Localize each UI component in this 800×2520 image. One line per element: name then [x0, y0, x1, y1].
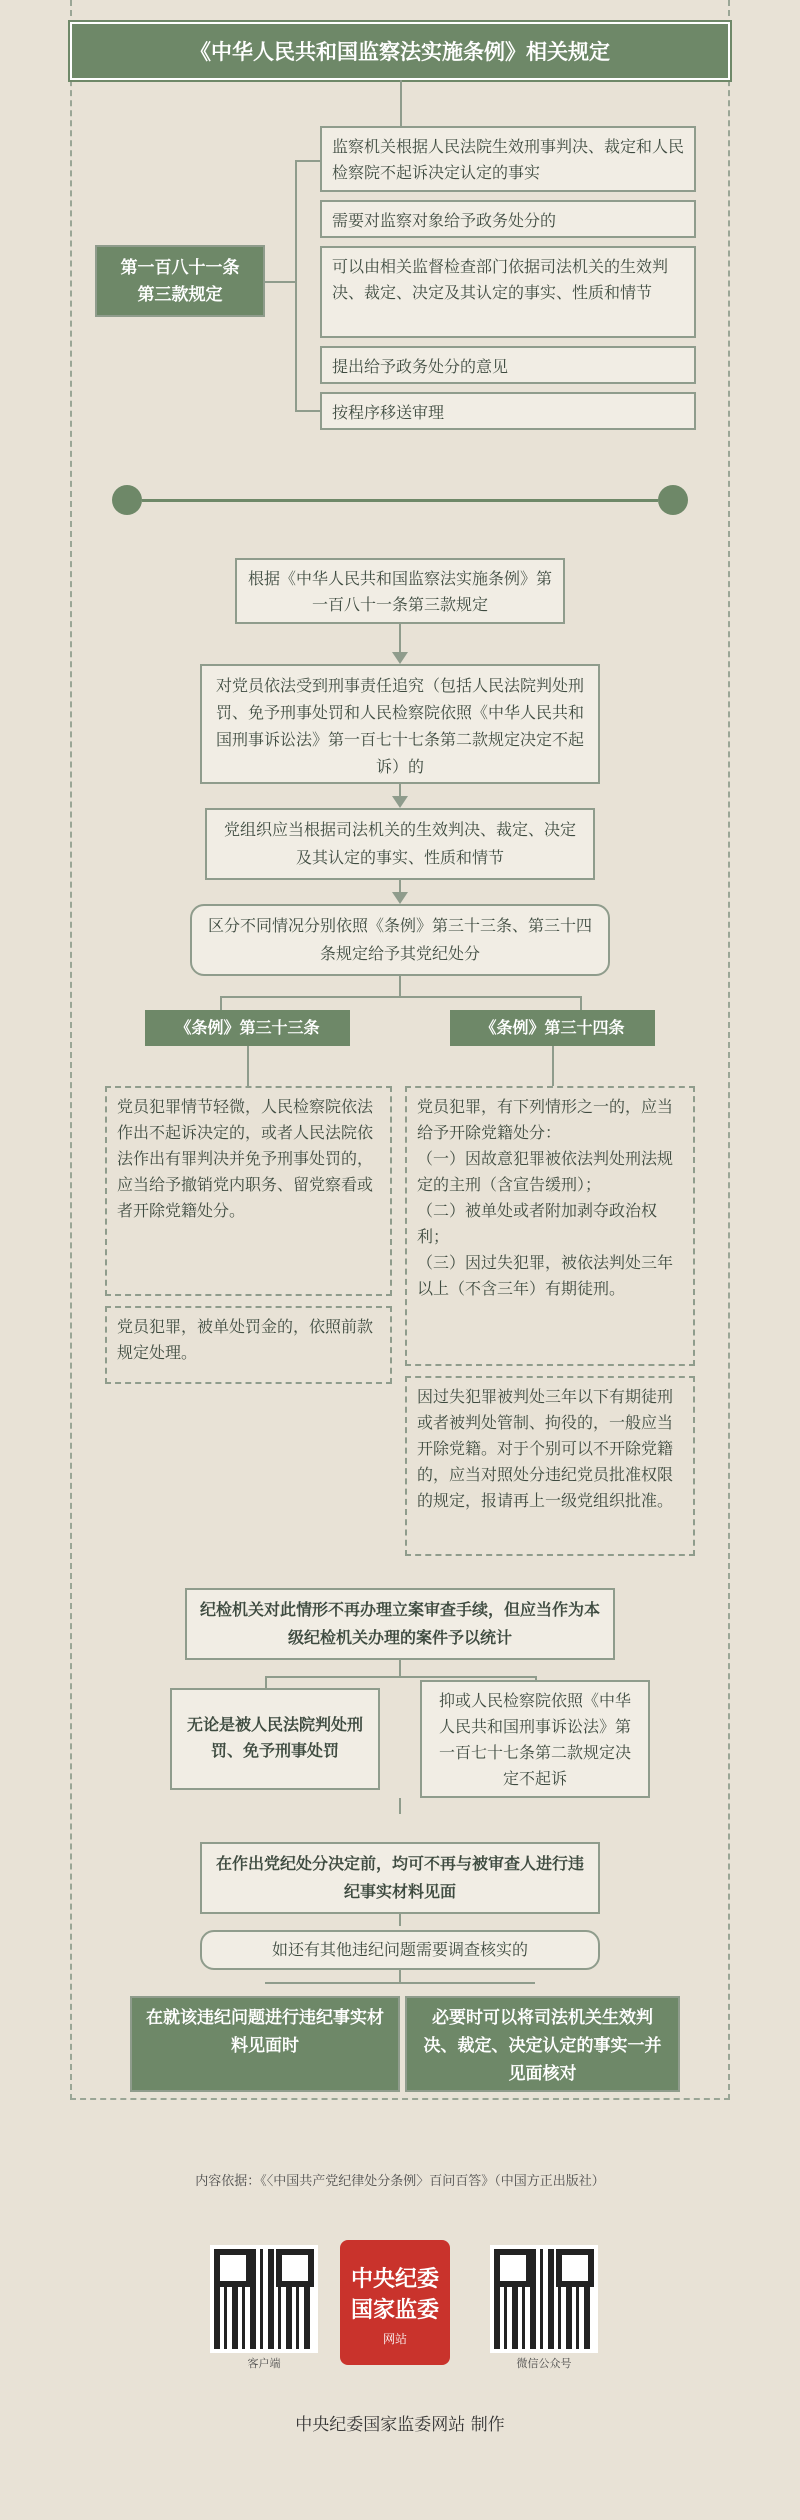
- ccdi-logo: [340, 2240, 450, 2365]
- logo-line-2: 国家监委: [350, 2297, 439, 2323]
- connector: [399, 1660, 401, 1676]
- article-34-intro: 党员犯罪，有下列情形之一的，应当给予开除党籍处分：: [417, 1097, 674, 1142]
- bottom-meeting-left: 在就该违纪问题进行违纪事实材料见面时: [130, 1996, 400, 2092]
- qr-caption-wechat: 微信公众号: [516, 2357, 572, 2370]
- connector: [265, 1676, 267, 1688]
- article-34-item-3: （三）因过失犯罪，被依法判处三年以上（不含三年）有期徒刑。: [417, 1253, 674, 1298]
- article-34-para-2: 因过失犯罪被判处三年以下有期徒刑或者被判处管制、拘役的，一般应当开除党籍。对于个别可以不开除党籍的，应当对照处分违纪党员批准权限的规定，报请再上一级党组织批准。: [405, 1376, 695, 1556]
- qr-code-wechat[interactable]: [490, 2245, 598, 2353]
- divider-dot-left: [112, 485, 142, 515]
- article-34-item-1: （一）因故意犯罪被依法判处刑法规定的主刑（含宣告缓刑）；: [417, 1149, 674, 1194]
- page-title: 《中华人民共和国监察法实施条例》相关规定: [70, 22, 730, 80]
- logo-line-3: 网站: [382, 2332, 407, 2346]
- flow-step-condition: 对党员依法受到刑事责任追究（包括人民法院判处刑罚、免予刑事处罚和人民检察院依照《中华人民共和国刑事诉讼法》第一百七十七条第二款规定决定不起诉）的: [200, 664, 600, 784]
- connector: [399, 1970, 401, 1982]
- connector: [552, 1046, 554, 1086]
- arrow: [392, 796, 408, 808]
- bracket: [295, 160, 320, 162]
- qr-caption-client: 客户端: [247, 2357, 281, 2370]
- flow-step-party-org: 党组织应当根据司法机关的生效判决、裁定、决定及其认定的事实、性质和情节: [205, 808, 595, 880]
- connector: [399, 1914, 401, 1926]
- rule-item-3: 可以由相关监督检查部门依据司法机关的生效判决、裁定、决定及其认定的事实、性质和情节: [320, 246, 696, 338]
- connector: [399, 624, 401, 654]
- rule-item-2: 需要对监察对象给予政务处分的: [320, 200, 696, 238]
- bottom-other-issues: 如还有其他违纪问题需要调查核实的: [200, 1930, 600, 1970]
- flow-step-distinguish: 区分不同情况分别依照《条例》第三十三条、第三十四条规定给予其党纪处分: [190, 904, 610, 976]
- tag-article-33: 《条例》第三十三条: [145, 1010, 350, 1046]
- connector: [247, 1046, 249, 1086]
- bottom-procuratorate-case: 抑或人民检察院依照《中华人民共和国刑事诉讼法》第一百七十七条第二款规定决定不起诉: [420, 1680, 650, 1798]
- bracket: [295, 410, 320, 412]
- bottom-meeting-right: 必要时可以将司法机关生效判决、裁定、决定认定的事实一并见面核对: [405, 1996, 680, 2092]
- flow-step-basis: 根据《中华人民共和国监察法实施条例》第一百八十一条第三款规定: [235, 558, 565, 624]
- connector: [399, 1798, 401, 1814]
- bottom-no-meeting: 在作出党纪处分决定前，均可不再与被审查人进行违纪事实材料见面: [200, 1842, 600, 1914]
- logo-line-1: 中央纪委: [350, 2266, 439, 2292]
- rule-item-4: 提出给予政务处分的意见: [320, 346, 696, 384]
- bracket: [295, 160, 297, 410]
- tag-article-34: 《条例》第三十四条: [450, 1010, 655, 1046]
- rule-item-1: 监察机关根据人民法院生效刑事判决、裁定和人民检察院不起诉决定认定的事实: [320, 126, 696, 192]
- arrow: [392, 652, 408, 664]
- qr-code-client[interactable]: [210, 2245, 318, 2353]
- connector: [265, 281, 295, 283]
- article-34-item-2: （二）被单处或者附加剥夺政治权利；: [417, 1201, 658, 1246]
- connector: [399, 976, 401, 996]
- bottom-statistics: 纪检机关对此情形不再办理立案审查手续，但应当作为本级纪检机关办理的案件予以统计: [185, 1588, 615, 1660]
- divider-dot-right: [658, 485, 688, 515]
- arrow: [392, 892, 408, 904]
- rule-item-5: 按程序移送审理: [320, 392, 696, 430]
- article-181-label: 第一百八十一条 第三款规定: [95, 245, 265, 317]
- credit: 中央纪委国家监委网站 制作: [295, 2415, 505, 2435]
- connector: [265, 1676, 535, 1678]
- source-note: 内容依据：《〈中国共产党纪律处分条例〉百问百答》（中国方正出版社）: [195, 2174, 605, 2189]
- connector: [220, 996, 580, 998]
- article-33-para-2: 党员犯罪，被单处罚金的，依照前款规定处理。: [105, 1306, 392, 1384]
- connector: [265, 1982, 535, 1984]
- article-34-para-1: [405, 1086, 695, 1366]
- divider-line: [142, 499, 658, 502]
- bottom-court-case: 无论是被人民法院判处刑罚、免予刑事处罚: [170, 1688, 380, 1790]
- article-33-para-1: 党员犯罪情节轻微，人民检察院依法作出不起诉决定的，或者人民法院依法作出有罪判决并免予刑事处罚的，应当给予撤销党内职务、留党察看或者开除党籍处分。: [105, 1086, 392, 1296]
